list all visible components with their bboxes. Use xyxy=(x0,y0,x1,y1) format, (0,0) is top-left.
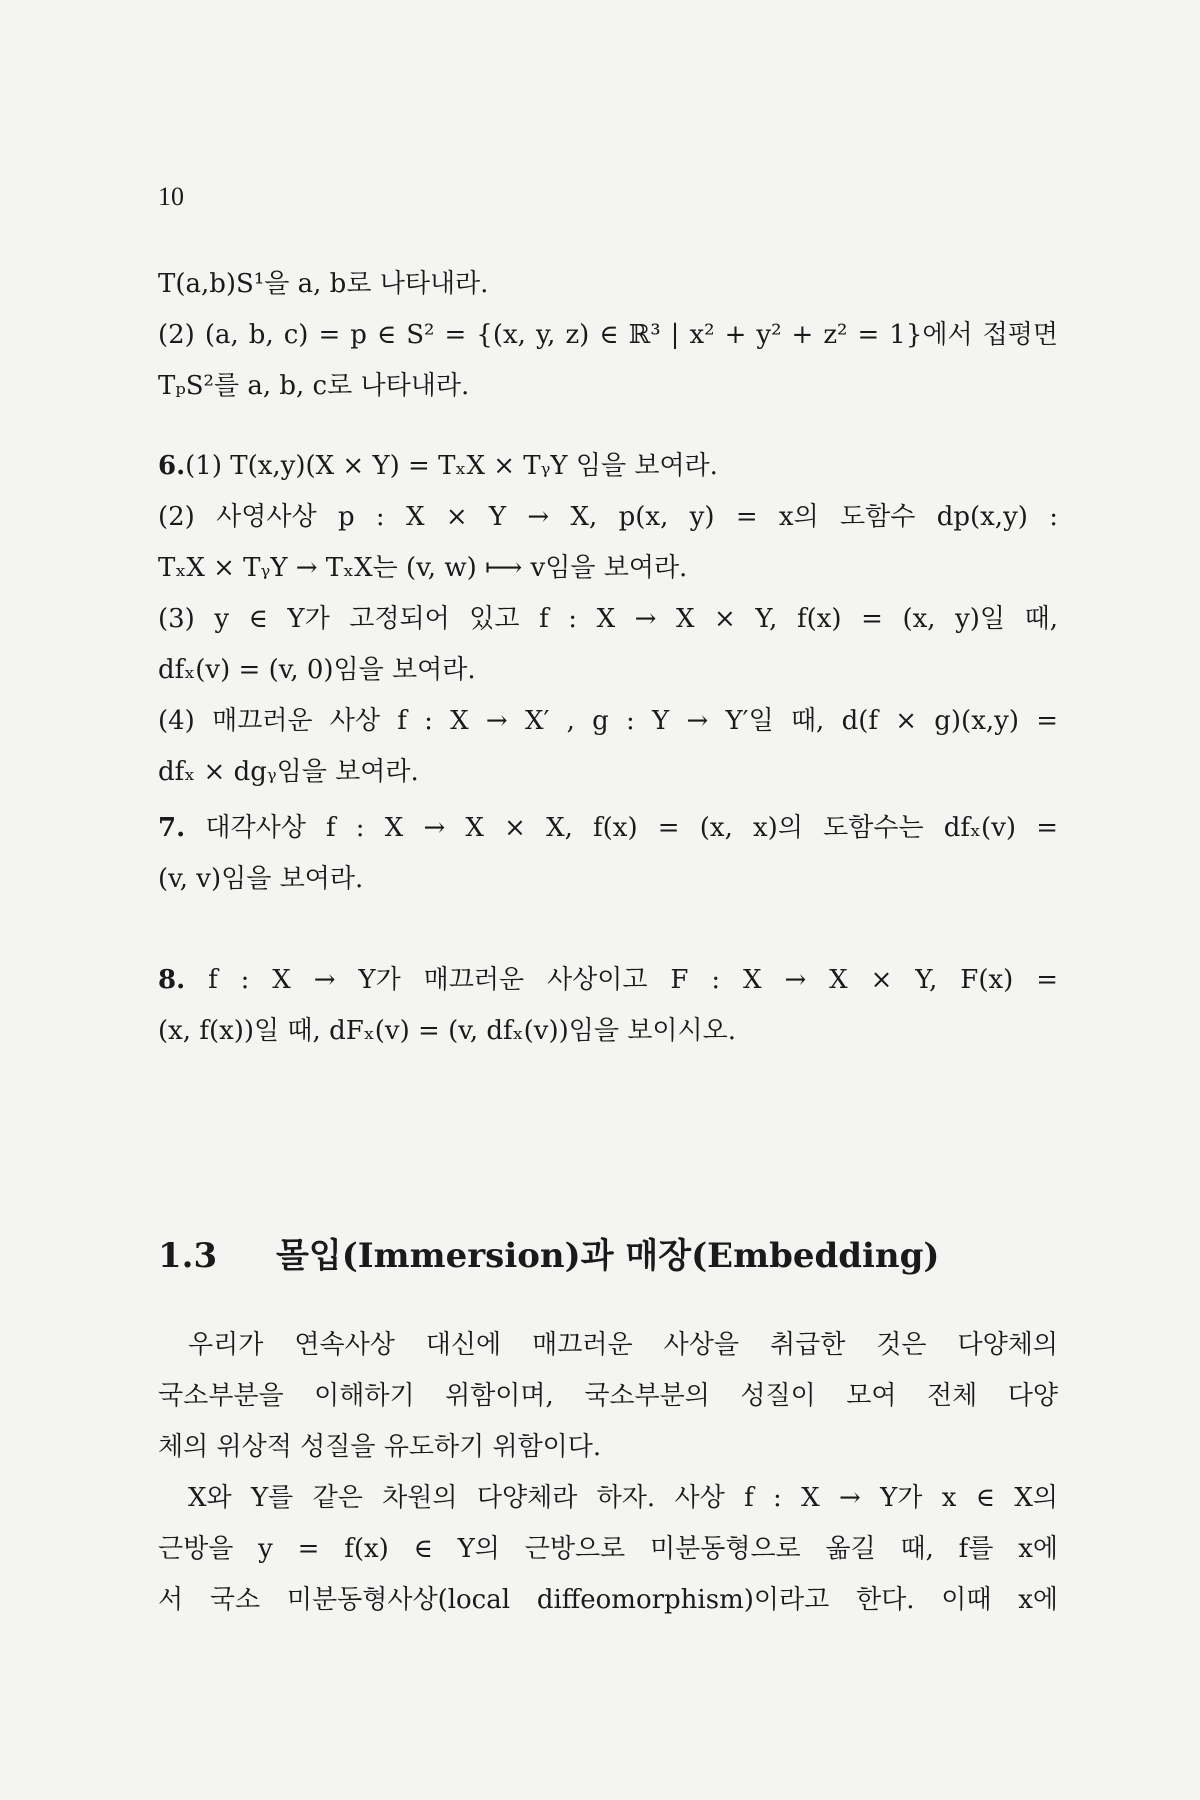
exercise-line-1 xyxy=(158,441,1058,492)
paragraph-2 xyxy=(158,1473,1058,1626)
page-number: 10 xyxy=(158,182,184,211)
exercise-number: 8. xyxy=(158,965,186,995)
text-line: (x, f(x))일 때, dFₓ(v) = (v, dfₓ(v))임을 보이시오. xyxy=(158,1016,736,1046)
paragraph-1 xyxy=(158,1320,1058,1473)
text-line: dfₓ × dgᵧ임을 보여라. xyxy=(158,757,419,787)
text-line: (2) (a, b, c) = p ∈ S² = {(x, y, z) ∈ ℝ³ | x² + y² + z² = 1}에서 접평면 xyxy=(158,320,1058,350)
exercise-number: 7. xyxy=(158,813,186,843)
text-line: X와 Y를 같은 차원의 다양체라 하자. 사상 f : X → Y가 x ∈ X의 xyxy=(188,1483,1058,1513)
exercise-number: 6. xyxy=(158,451,186,481)
text-line: (4) 매끄러운 사상 f : X → X′ , g : Y → Y′일 때, d(f × g)(x,y) = xyxy=(158,706,1058,736)
text-line: TₚS²를 a, b, c로 나타내라. xyxy=(158,371,470,401)
exercise-line-1 xyxy=(158,803,1058,854)
text-line: TₓX × TᵧY → TₓX는 (v, w) ⟼ v임을 보여라. xyxy=(158,553,688,583)
exercise-text: 대각사상 f : X → X × X, f(x) = (x, x)의 도함수는 dfₓ(v) = xyxy=(205,813,1059,843)
exercise-5-continuation xyxy=(158,259,1058,412)
exercise-text: f : X → Y가 매끄러운 사상이고 F : X → X × Y, F(x) = xyxy=(208,965,1058,995)
exercise-line-1 xyxy=(158,955,1058,1006)
exercise-7 xyxy=(158,803,1058,905)
exercise-8 xyxy=(158,955,1058,1057)
exercise-6 xyxy=(158,441,1058,798)
text-line: 근방을 y = f(x) ∈ Y의 근방으로 미분동형으로 옮길 때, f를 x에 xyxy=(158,1534,1058,1564)
text-line: (v, v)임을 보여라. xyxy=(158,864,364,894)
text-line: 서 국소 미분동형사상(local diffeomorphism)이라고 한다. 이때 x에 xyxy=(158,1585,1058,1615)
text-line: 우리가 연속사상 대신에 매끄러운 사상을 취급한 것은 다양체의 xyxy=(188,1330,1058,1360)
text-line: T(a,b)S¹을 a, b로 나타내라. xyxy=(158,269,489,299)
section-title: 몰입(Immersion)과 매장(Embedding) xyxy=(276,1236,940,1276)
text-line: 체의 위상적 성질을 유도하기 위함이다. xyxy=(158,1432,602,1462)
text-line: dfₓ(v) = (v, 0)임을 보여라. xyxy=(158,655,476,685)
section-heading xyxy=(158,1228,940,1277)
text-line: 국소부분을 이해하기 위함이며, 국소부분의 성질이 모여 전체 다양 xyxy=(158,1381,1058,1411)
section-number: 1.3 xyxy=(158,1236,218,1276)
text-line: (3) y ∈ Y가 고정되어 있고 f : X → X × Y, f(x) = (x, y)일 때, xyxy=(158,604,1058,634)
text-line: (2) 사영사상 p : X × Y → X, p(x, y) = x의 도함수 dp(x,y) : xyxy=(158,502,1058,532)
exercise-text: (1) T(x,y)(X × Y) = TₓX × TᵧY 임을 보여라. xyxy=(185,451,718,481)
